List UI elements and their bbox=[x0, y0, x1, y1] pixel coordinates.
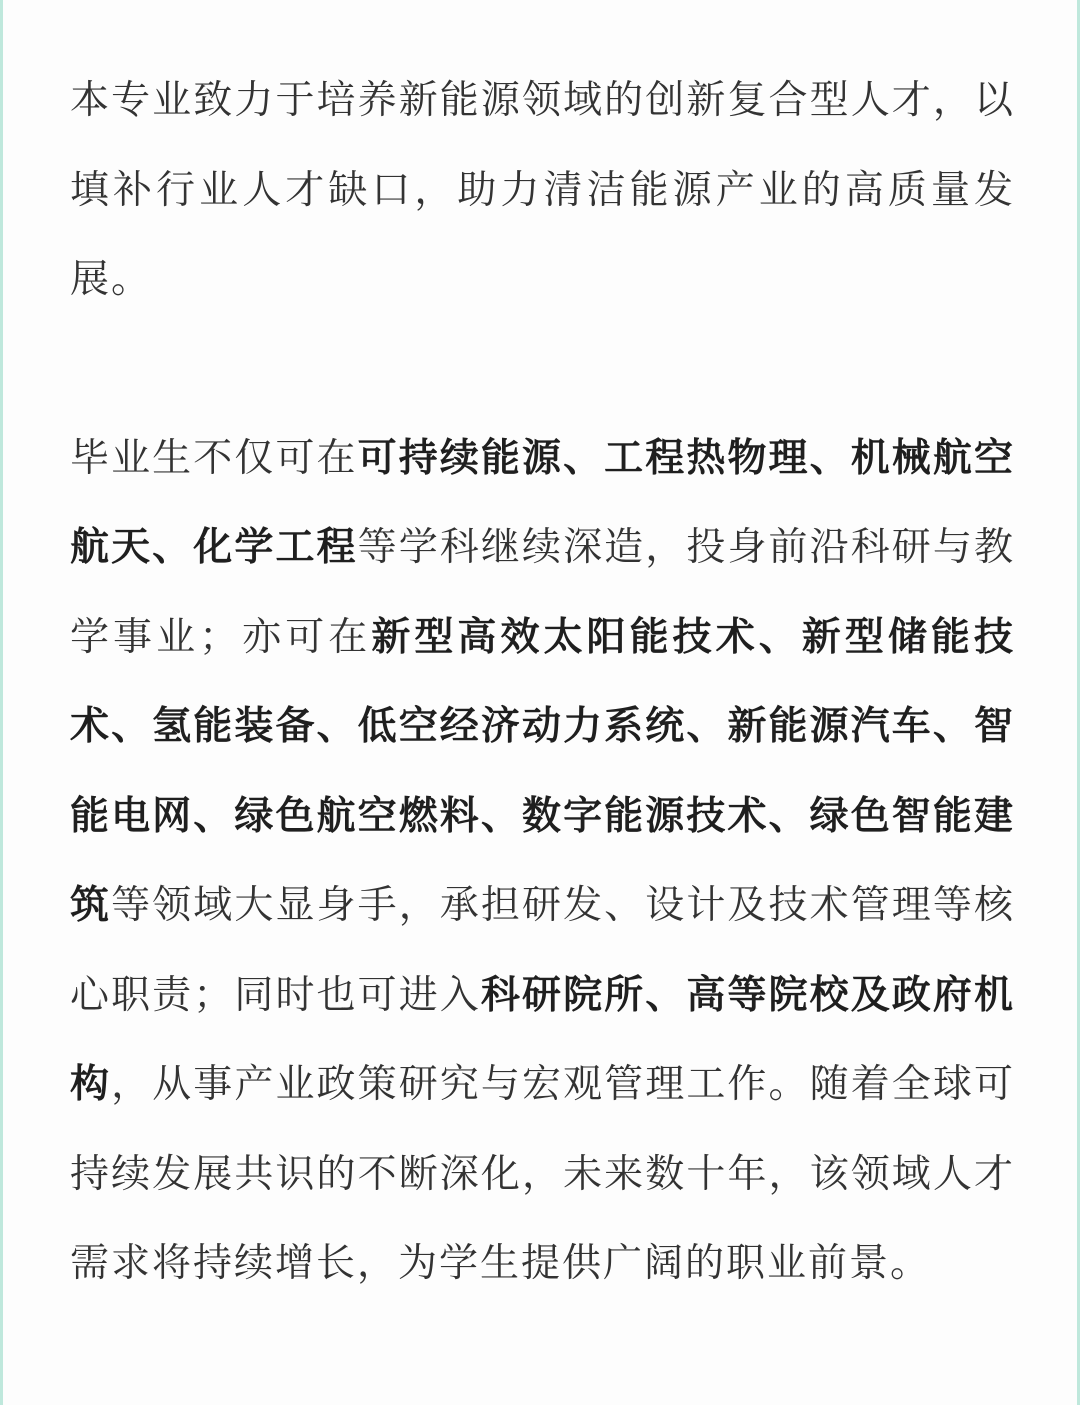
career-bold-disciplines: 可持续能源、工程热物理、机械航空航天、化学工程 bbox=[70, 435, 1015, 570]
career-text-2: 等学科继续深造，投身前沿科研与教学事业；亦可在 bbox=[70, 525, 1015, 660]
paragraph-career bbox=[70, 414, 1015, 1309]
career-bold-institutions: 科研院所、高等院校及政府机构 bbox=[70, 972, 1015, 1107]
career-text-1: 毕业生不仅可在 bbox=[70, 435, 358, 481]
left-border-line bbox=[0, 0, 3, 1405]
intro-text: 本专业致力于培养新能源领域的创新复合型人才，以填补行业人才缺口，助力清洁能源产业的高质量发展。 bbox=[70, 78, 1015, 302]
paragraph-intro bbox=[70, 56, 1015, 325]
career-bold-fields: 新型高效太阳能技术、新型储能技术、氢能装备、低空经济动力系统、新能源汽车、智能电网、绿色航空燃料、数字能源技术、绿色智能建筑 bbox=[70, 614, 1015, 928]
career-text-3: 等领域大显身手，承担研发、设计及技术管理等核心职责；同时也可进入 bbox=[70, 883, 1015, 1018]
career-text-4: ，从事产业政策研究与宏观管理工作。随着全球可持续发展共识的不断深化，未来数十年，该领域人才需求将持续增长，为学生提供广阔的职业前景。 bbox=[70, 1062, 1015, 1286]
article-body bbox=[70, 56, 1015, 1309]
